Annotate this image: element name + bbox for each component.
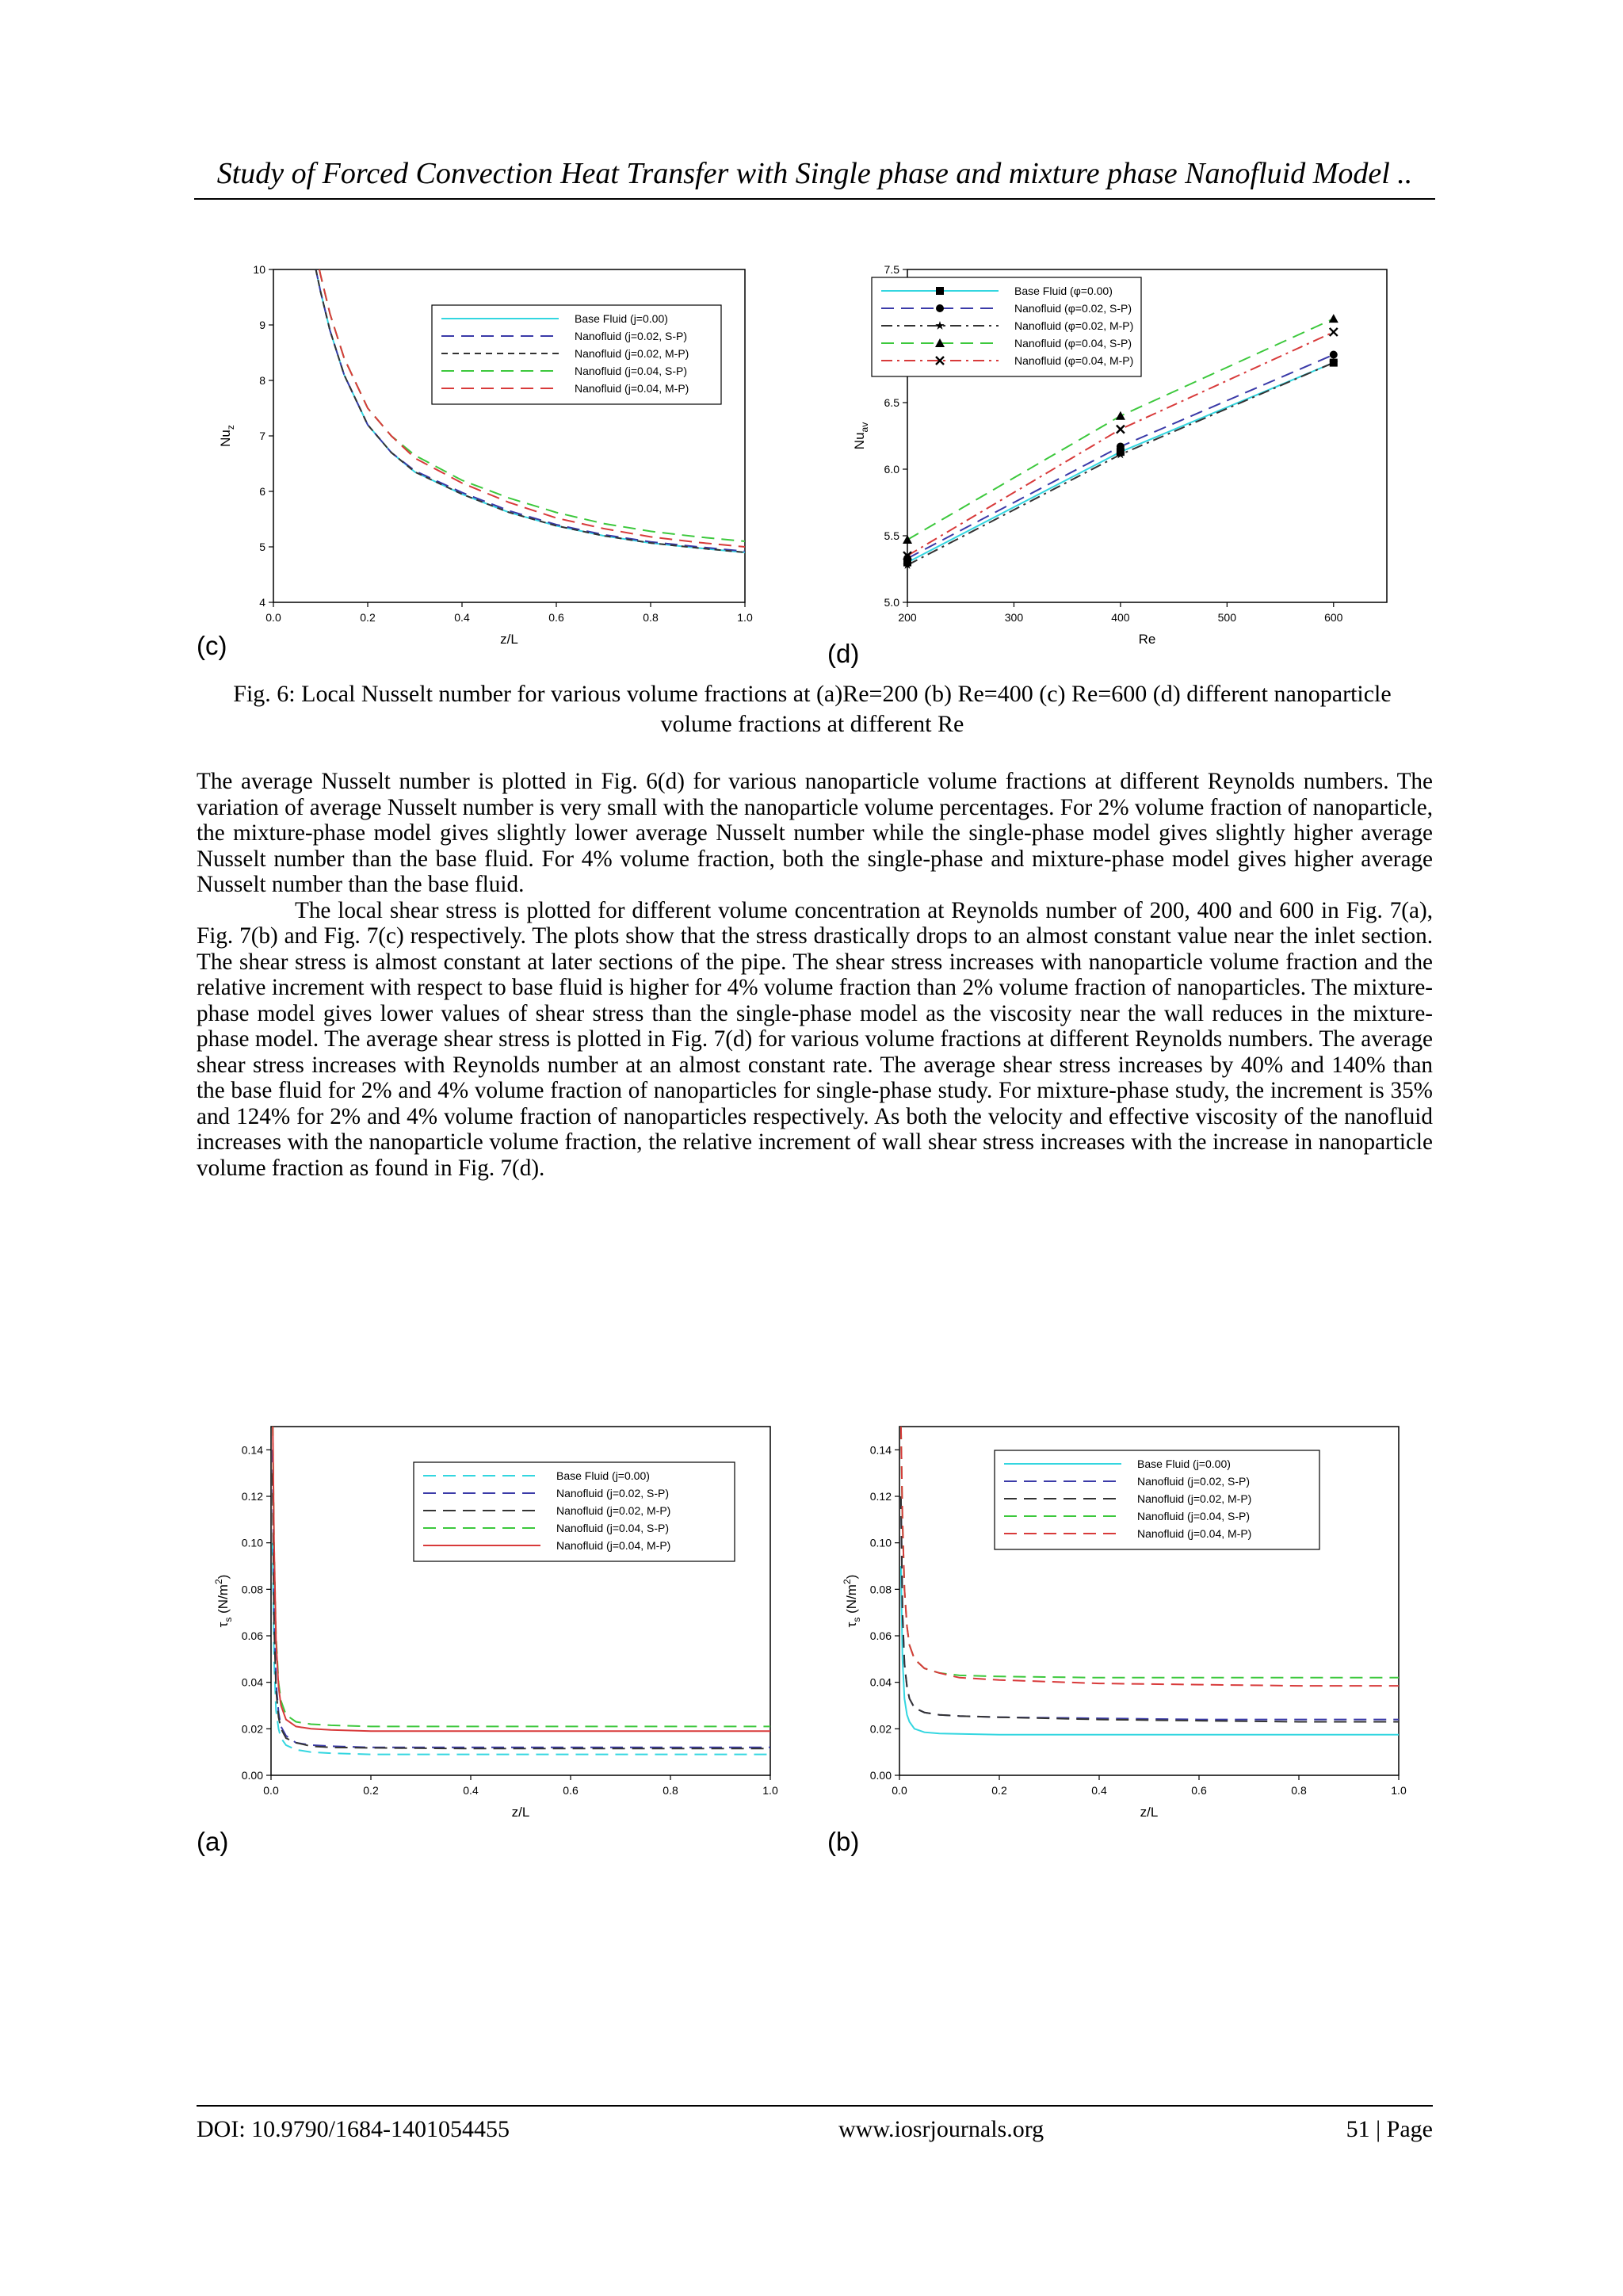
legend-label: Nanofluid (j=0.04, M-P): [575, 382, 689, 395]
legend: [432, 305, 721, 404]
y-tick-label: 0.12: [241, 1490, 263, 1503]
y-tick-label: 6.5: [884, 396, 899, 409]
x-tick-label: 0.0: [892, 1784, 907, 1797]
y-axis-label: $Nu_z$: [218, 425, 236, 447]
y-tick-label: 5: [259, 541, 265, 553]
y-tick-label: 0.04: [241, 1675, 263, 1689]
x-tick-label: 0.8: [643, 611, 659, 624]
paragraph-2: The local shear stress is plotted for different volume concentration at Reynolds number of 200, 400 and 600 in Fig. 7(a), Fig. 7(b) and Fig. 7(c) respectively. The plots show that the stress drastically drops to an almost constant value near the inlet section. The shear stress is almost constant at later sections of the pipe. The shear stress increases with nanoparticle volume fraction and the relative increment with respect to base fluid is higher for 4% volume fraction than 2% volume fraction of nanoparticles. The mixture-phase model gives lower values of shear stress than the single-phase model as the viscosity near the wall reduces in the mixture-phase model. The average shear stress is plotted in Fig. 7(d) for various volume fractions at different Reynolds numbers. The average shear stress increases with Reynolds number at an almost constant rate. The average shear stress increases by 40% and 140% than the base fluid for 2% and 4% volume fraction of nanoparticles for single-phase study. For mixture-phase study, the increment is 35% and 124% for 2% and 4% volume fraction of nanoparticles respectively. As both the velocity and effective viscosity of the nanofluid increases with the nanoparticle volume fraction, the relative increment of wall shear stress increases with the increase in nanoparticle volume fraction as found in Fig. 7(d).: [197, 897, 1433, 1181]
y-axis-label: $\tau_s$ $(N/m^2)$: [213, 1574, 234, 1628]
series-line-5: [273, 1404, 770, 1732]
y-tick-label: 0.00: [241, 1769, 263, 1782]
legend-label: Base Fluid (j=0.00): [556, 1469, 650, 1482]
legend-label: Nanofluid (φ=0.02, S-P): [1014, 302, 1132, 315]
legend-label: Nanofluid (j=0.04, S-P): [575, 365, 688, 377]
series-line-3: [907, 363, 1334, 565]
footer-website: www.iosrjournals.org: [838, 2116, 1044, 2142]
page-footer: [197, 2105, 1433, 2148]
legend-label: Nanofluid (j=0.02, M-P): [1137, 1492, 1252, 1505]
x-tick-label: 600: [1324, 611, 1343, 624]
panel-label-c: (c): [197, 631, 227, 660]
figure-6d-chart: [852, 262, 1426, 674]
figure-caption: Fig. 6: Local Nusselt number for various volume fractions at (a)Re=200 (b) Re=400 (c) Re=600 (d) different nanoparticle volume fractions at different Re: [233, 681, 1392, 737]
panel-label-d: (d): [827, 639, 860, 668]
marker-x: [1117, 426, 1125, 434]
y-tick-label: 6: [259, 485, 265, 498]
running-header: Study of Forced Convection Heat Transfer with Single phase and mixture phase Nanofluid Model ..: [194, 154, 1435, 200]
legend: [872, 277, 1141, 376]
y-tick-label: 0.14: [869, 1443, 892, 1457]
y-tick-label: 0.10: [241, 1536, 263, 1549]
marker-triangle: [1329, 314, 1338, 323]
x-axis-label: z/L: [511, 1805, 530, 1820]
x-tick-label: 0.2: [363, 1784, 379, 1797]
legend-label: Nanofluid (j=0.04, S-P): [1137, 1510, 1251, 1522]
y-tick-label: 0.10: [869, 1536, 892, 1549]
y-tick-label: 6.0: [884, 463, 899, 476]
paragraph-1: The average Nusselt number is plotted in Fig. 6(d) for various nanoparticle volume fractions at different Reynolds numbers. The variation of average Nusselt number is very small with the nanoparticle volume percentages. For 2% volume fraction of nanoparticle, the mixture-phase model gives slightly lower average Nusselt number while the single-phase model gives slightly higher average Nusselt number than the base fluid. For 4% volume fraction, both the single-phase and mixture-phase model gives higher average Nusselt number than the base fluid.: [197, 769, 1433, 897]
y-tick-label: 7.5: [884, 263, 899, 276]
y-axis-label: $\tau_s$ $(N/m^2)$: [842, 1574, 862, 1628]
figure-6c: [218, 262, 785, 674]
x-tick-label: 1.0: [737, 611, 753, 624]
series-markers-3: [903, 358, 1338, 569]
x-tick-label: 200: [898, 611, 917, 624]
marker-triangle: [1116, 411, 1125, 420]
legend-label: Nanofluid (j=0.04, M-P): [556, 1539, 671, 1552]
legend: [995, 1450, 1319, 1549]
x-tick-label: 1.0: [762, 1784, 778, 1797]
y-tick-label: 4: [259, 596, 265, 609]
panel-label-b: (b): [827, 1827, 860, 1856]
y-tick-label: 0.14: [241, 1443, 263, 1457]
footer-page-number: 51 | Page: [1346, 2116, 1433, 2142]
legend-label: Nanofluid (j=0.02, M-P): [575, 347, 689, 360]
y-tick-label: 0.06: [869, 1629, 892, 1642]
x-tick-label: 0.6: [563, 1784, 579, 1797]
legend-label: Base Fluid (j=0.00): [575, 312, 668, 325]
y-tick-label: 0.08: [241, 1583, 263, 1596]
x-tick-label: 0.2: [991, 1784, 1007, 1797]
y-tick-label: 0.12: [869, 1490, 892, 1503]
y-tick-label: 0.02: [241, 1722, 263, 1736]
x-tick-label: 0.8: [1291, 1784, 1307, 1797]
x-tick-label: 0.0: [263, 1784, 279, 1797]
legend-label: Base Fluid (φ=0.00): [1014, 285, 1113, 297]
x-tick-label: 0.0: [265, 611, 281, 624]
x-tick-label: 0.6: [548, 611, 564, 624]
x-axis-label: z/L: [1140, 1805, 1159, 1820]
figure-7b-chart: [840, 1419, 1426, 1831]
y-tick-label: 5.0: [884, 596, 899, 609]
series-markers-1: [903, 359, 1338, 567]
footer-doi: DOI: 10.9790/1684-1401054455: [197, 2116, 510, 2142]
y-tick-label: 0.08: [869, 1583, 892, 1596]
marker-circle: [1117, 442, 1125, 450]
legend-label: Nanofluid (φ=0.04, M-P): [1014, 354, 1134, 367]
x-tick-label: 400: [1111, 611, 1130, 624]
y-tick-label: 10: [253, 263, 265, 276]
y-tick-label: 7: [259, 430, 265, 442]
y-tick-label: 8: [259, 374, 265, 387]
y-tick-label: 9: [259, 319, 265, 331]
y-tick-label: 5.5: [884, 529, 899, 542]
x-tick-label: 500: [1217, 611, 1237, 624]
y-tick-label: 0.06: [241, 1629, 263, 1642]
legend-label: Nanofluid (j=0.04, M-P): [1137, 1527, 1252, 1540]
y-tick-label: 0.00: [869, 1769, 892, 1782]
series-line-2: [907, 355, 1334, 559]
x-tick-label: 0.4: [454, 611, 470, 624]
series-line-1: [273, 1543, 770, 1755]
series-line-4: [273, 1404, 770, 1727]
x-tick-label: 1.0: [1391, 1784, 1407, 1797]
marker-x: [1330, 328, 1338, 336]
x-tick-label: 0.2: [360, 611, 376, 624]
legend-label: Nanofluid (φ=0.02, M-P): [1014, 319, 1134, 332]
legend-label: Nanofluid (j=0.02, S-P): [575, 330, 688, 342]
body-text: [197, 769, 1433, 1181]
marker-square: [936, 287, 944, 295]
series-line-1: [901, 1566, 1399, 1735]
figure-7a: [208, 1419, 794, 1831]
x-tick-label: 0.8: [663, 1784, 678, 1797]
figure-6d: [852, 262, 1426, 674]
legend-label: Nanofluid (j=0.02, S-P): [1137, 1475, 1251, 1488]
x-axis-label: Re: [1138, 632, 1156, 647]
legend-label: Nanofluid (j=0.02, S-P): [556, 1487, 670, 1499]
legend-label: Nanofluid (j=0.02, M-P): [556, 1504, 671, 1517]
x-tick-label: 300: [1004, 611, 1024, 624]
legend-label: Base Fluid (j=0.00): [1137, 1457, 1231, 1470]
y-tick-label: 0.04: [869, 1675, 892, 1689]
panel-label-a: (a): [197, 1827, 229, 1856]
marker-circle: [936, 304, 944, 312]
legend: [414, 1462, 735, 1561]
x-tick-label: 0.4: [1091, 1784, 1107, 1797]
y-tick-label: 0.02: [869, 1722, 892, 1736]
y-axis-label: $Nu_{av}$: [852, 422, 870, 450]
figure-7b: [840, 1419, 1426, 1831]
plot-area: [273, 1404, 770, 1755]
x-axis-label: z/L: [500, 632, 518, 647]
x-tick-label: 0.6: [1191, 1784, 1207, 1797]
figure-7a-chart: [208, 1419, 794, 1831]
marker-triangle: [903, 535, 912, 544]
x-tick-label: 0.4: [463, 1784, 479, 1797]
legend-label: Nanofluid (j=0.04, S-P): [556, 1522, 670, 1534]
figure-6c-chart: [218, 262, 785, 674]
legend-label: Nanofluid (φ=0.04, S-P): [1014, 337, 1132, 350]
marker-circle: [1330, 351, 1338, 359]
